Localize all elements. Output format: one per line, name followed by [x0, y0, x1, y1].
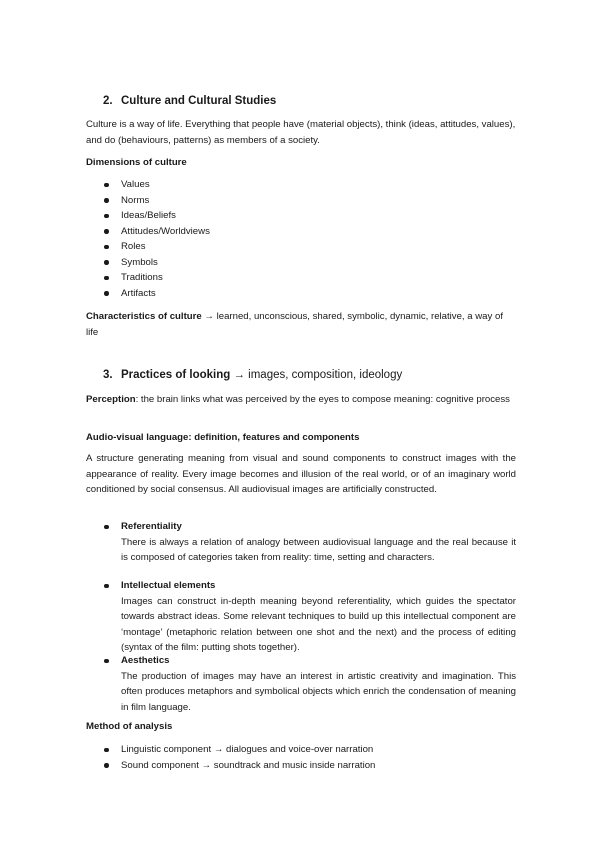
- list-item: Sound component → soundtrack and music inside narration: [102, 758, 375, 774]
- component-description: There is always a relation of analogy between audiovisual language and the real because it is composed of categories taken from reality: time, setting and characters.: [121, 536, 516, 563]
- list-item: Ideas/Beliefs: [102, 208, 210, 224]
- characteristics-text: → learned, unconscious, shared, symbolic, dynamic, relative, a way of life: [86, 311, 503, 338]
- component-term: Intellectual elements: [102, 578, 516, 594]
- list-item: Symbols: [102, 255, 210, 271]
- av-language-definition: A structure generating meaning from visual and sound components to construct images with the appearance of reality. Every image becomes and illusion of the real world, or of an imaginary world conditioned by social consensus. All audiovisual images are artificially constructed.: [86, 453, 516, 495]
- section-3-title: Practices of looking: [121, 369, 231, 381]
- characteristics-label: Characteristics of culture: [86, 311, 202, 322]
- section-2-title: Culture and Cultural Studies: [121, 95, 277, 107]
- list-item: Roles: [102, 239, 210, 255]
- component-referentiality: [102, 519, 516, 566]
- culture-definition: Culture is a way of life. Everything that people have (material objects), think (ideas, attitudes, values), and do (behaviours, patterns) as members of a society.: [86, 119, 516, 146]
- perception-text: : the brain links what was perceived by the eyes to compose meaning: cognitive process: [135, 394, 510, 405]
- method-list: [102, 742, 375, 773]
- section-2-number: 2.: [103, 95, 113, 107]
- method-heading: Method of analysis: [86, 721, 173, 732]
- section-3-title-suffix: → images, composition, ideology: [230, 369, 403, 381]
- list-item: Artifacts: [102, 286, 210, 302]
- list-item: Linguistic component → dialogues and voice-over narration: [102, 742, 375, 758]
- component-term: Aesthetics: [102, 653, 516, 669]
- component-term: Referentiality: [102, 519, 516, 535]
- component-intellectual-elements: [102, 578, 516, 656]
- list-item: Traditions: [102, 270, 210, 286]
- component-description: Images can construct in-depth meaning beyond referentiality, which guides the spectator towards abstract ideas. Some relevant techniques to build up this intellectual component are ‘montage’ (metaphoric relation between one shot and the next) and the process of editing (syntax of the film: putting shots together).: [121, 595, 516, 653]
- dimensions-list: [102, 177, 210, 301]
- section-3-heading: [103, 369, 402, 381]
- perception-label: Perception: [86, 394, 136, 405]
- section-2-heading: [103, 95, 276, 107]
- av-language-heading: Audio-visual language: definition, features and components: [86, 432, 360, 443]
- dimensions-heading: Dimensions of culture: [86, 157, 187, 168]
- section-3-number: 3.: [103, 369, 113, 381]
- component-aesthetics: [102, 653, 516, 715]
- perception-paragraph: [86, 392, 516, 408]
- list-item: Norms: [102, 193, 210, 209]
- list-item: Values: [102, 177, 210, 193]
- characteristics-paragraph: [86, 309, 516, 340]
- list-item: Attitudes/Worldviews: [102, 224, 210, 240]
- component-description: The production of images may have an interest in artistic creativity and imagination. This often produces metaphors and symbolical objects which enrich the condensation of meaning in film language.: [121, 670, 516, 713]
